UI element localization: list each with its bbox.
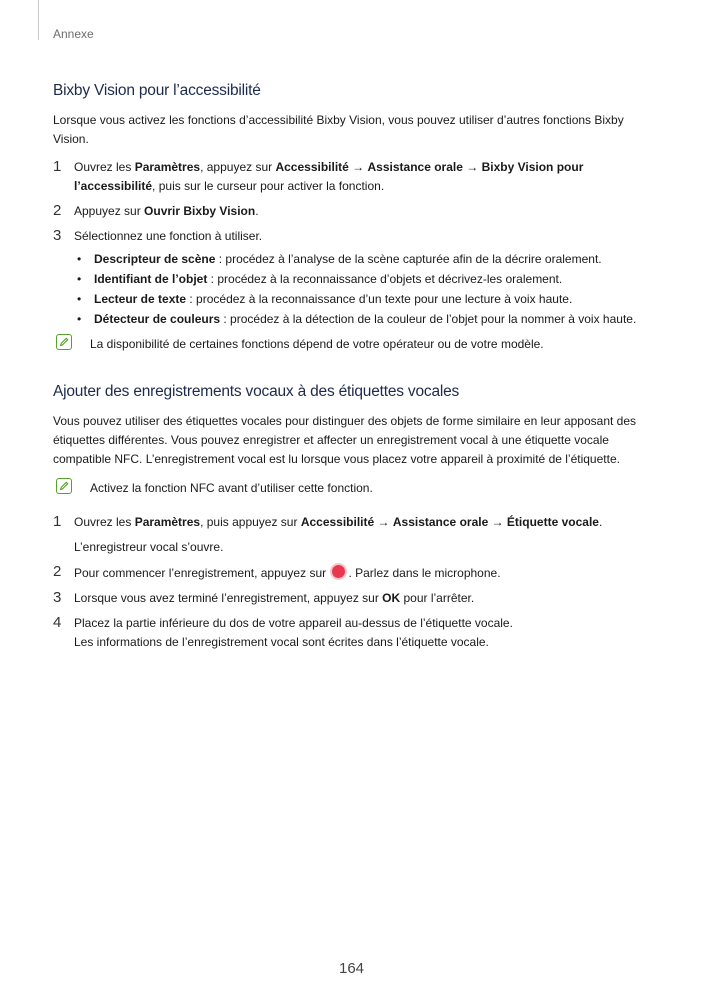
menu-label: Accessibilité xyxy=(275,160,349,174)
text: Ouvrez les xyxy=(74,515,135,529)
step-number: 2 xyxy=(53,202,62,219)
step-result: Les informations de l’enregistrement vocal sont écrites dans l’étiquette vocale. xyxy=(74,635,489,649)
arrow: → xyxy=(488,515,507,529)
text: Pour commencer l’enregistrement, appuyez sur xyxy=(74,566,330,580)
menu-label: Paramètres xyxy=(134,515,201,529)
step-2 xyxy=(53,202,653,221)
list-item xyxy=(74,269,653,289)
step-1 xyxy=(53,158,653,196)
arrow: → xyxy=(462,160,482,174)
function-name: Détecteur de couleurs xyxy=(94,312,221,326)
text: Appuyez sur xyxy=(74,204,145,218)
step-4 xyxy=(53,614,653,652)
page-content xyxy=(53,82,653,658)
list-item xyxy=(74,309,653,329)
section-title: Ajouter des enregistrements vocaux à des étiquettes vocales xyxy=(53,383,460,400)
running-title: Annexe xyxy=(53,27,94,41)
step-text: Sélectionnez une fonction à utiliser. xyxy=(74,229,263,243)
text: pour l’arrêter. xyxy=(400,591,475,605)
step-2 xyxy=(53,563,653,583)
step-text xyxy=(74,563,653,583)
arrow: → xyxy=(374,515,393,529)
step-number: 1 xyxy=(53,158,62,175)
step-number: 4 xyxy=(53,614,62,631)
text: . xyxy=(598,515,603,529)
function-name: Identifiant de l’objet xyxy=(94,272,208,286)
menu-label: Bixby Vision pour l’accessibilité xyxy=(74,160,584,193)
step-number: 1 xyxy=(53,513,62,530)
step-number: 3 xyxy=(53,589,62,606)
step-text xyxy=(74,513,653,532)
text: . Parlez dans le microphone. xyxy=(348,566,501,580)
menu-label: Assistance orale xyxy=(392,515,489,529)
menu-label: OK xyxy=(382,591,401,605)
step-text xyxy=(74,202,653,221)
page-number: 164 xyxy=(338,960,365,977)
step-text xyxy=(74,589,653,608)
step-number: 2 xyxy=(53,563,62,580)
function-description: : procédez à l’analyse de la scène capturée afin de la décrire oralement. xyxy=(215,252,602,266)
section-intro: Vous pouvez utiliser des étiquettes vocales pour distinguer des objets de forme similaire en leur apposant des étiquettes différentes. Vous pouvez enregistrer et affecter un enregistrement vocal à une étiquette vocale compatible NFC. L’enregistrement vocal est lu lorsque vous placez votre appareil à proximité de l’étiquette. xyxy=(53,414,637,466)
function-name: Descripteur de scène xyxy=(94,252,216,266)
function-description: : procédez à la détection de la couleur de l’objet pour la nommer à voix haute. xyxy=(220,312,637,326)
text: , puis appuyez sur xyxy=(200,515,301,529)
text: Ouvrez les xyxy=(74,160,135,174)
note xyxy=(53,335,653,355)
header-divider xyxy=(38,0,39,40)
step-result: L’enregistreur vocal s’ouvre. xyxy=(74,540,224,554)
function-list xyxy=(74,249,653,329)
list-item xyxy=(74,289,653,309)
text: , puis sur le curseur pour activer la fonction. xyxy=(152,179,385,193)
text: , appuyez sur xyxy=(200,160,276,174)
note-text: Activez la fonction NFC avant d’utiliser cette fonction. xyxy=(90,481,373,495)
section-voice-labels xyxy=(53,383,653,652)
note-pencil-icon xyxy=(56,334,72,350)
step-3 xyxy=(53,227,653,329)
record-button-icon xyxy=(330,563,347,580)
step-1 xyxy=(53,513,653,557)
note xyxy=(53,479,653,499)
step-text xyxy=(74,158,653,196)
menu-label: Ouvrir Bixby Vision xyxy=(144,204,256,218)
arrow: → xyxy=(348,160,368,174)
menu-label: Accessibilité xyxy=(300,515,375,529)
note-pencil-icon xyxy=(56,478,72,494)
note-text: La disponibilité de certaines fonctions dépend de votre opérateur ou de votre modèle. xyxy=(90,337,544,351)
function-description: : procédez à la reconnaissance d’objets et décrivez-les oralement. xyxy=(207,272,563,286)
menu-label: Paramètres xyxy=(134,160,201,174)
menu-label: Assistance orale xyxy=(367,160,463,174)
list-item xyxy=(74,249,653,269)
text: Lorsque vous avez terminé l’enregistrement, appuyez sur xyxy=(74,591,383,605)
section-title: Bixby Vision pour l’accessibilité xyxy=(53,82,261,99)
step-text: Placez la partie inférieure du dos de votre appareil au-dessus de l’étiquette vocale. xyxy=(74,616,513,630)
step-3 xyxy=(53,589,653,608)
text: . xyxy=(255,204,259,218)
function-description: : procédez à la reconnaissance d’un texte pour une lecture à voix haute. xyxy=(186,292,573,306)
step-list xyxy=(53,158,653,329)
function-name: Lecteur de texte xyxy=(94,292,187,306)
step-list xyxy=(53,513,653,652)
section-intro: Lorsque vous activez les fonctions d’accessibilité Bixby Vision, vous pouvez utiliser d’autres fonctions Bixby Vision. xyxy=(53,113,624,146)
section-bixby-vision xyxy=(53,82,653,355)
menu-label: Étiquette vocale xyxy=(506,515,599,529)
step-number: 3 xyxy=(53,227,62,244)
